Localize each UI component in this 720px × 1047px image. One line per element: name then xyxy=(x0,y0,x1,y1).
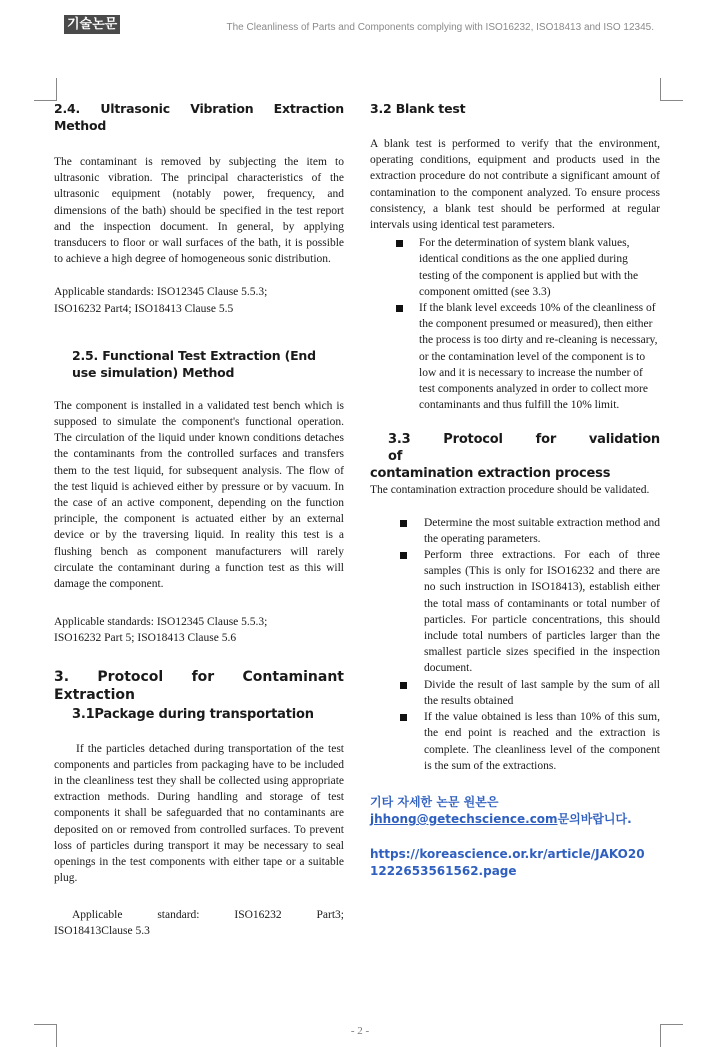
list-item: Determine the most suitable extraction method and the operating parameters. xyxy=(370,515,660,547)
section-2-5-body: The component is installed in a validated test bench which is supposed to simulate the component's functional operation. The circulation of the liquid under known conditions detaches the contaminants from the controlled surfaces and transfers them to the test liquid, for subsequent analysis. The flow of the test liquid is achieved either by pressure or by vacuum. In the case of an active component, depending on the function principle, the component is actuated either by an external device or by the traversing liquid. In reality this test is a flushing bench as component manufacturers will rarely circulate the contaminant during a function test as this will damage the component. xyxy=(54,399,344,591)
contact-email-link[interactable]: jhhong@getechscience.com xyxy=(370,811,558,826)
section-2-4-heading: 2.4. Ultrasonic Vibration Extraction Method xyxy=(54,101,344,133)
square-bullet-icon xyxy=(400,714,407,721)
section-2-5-heading: 2.5. Functional Test Extraction (End use simulation) Method xyxy=(72,347,316,380)
section-3-3-heading-line2: contamination extraction process xyxy=(370,466,611,482)
section-3-3-body: The contamination extraction procedure should be validated. xyxy=(370,484,650,497)
page-number: - 2 - xyxy=(350,1025,370,1037)
section-2-5-standards-line1: Applicable standards: ISO12345 Clause 5.5.3; xyxy=(54,616,268,629)
section-2-4-standards-line2: ISO16232 Part4; ISO18413 Clause 5.5 xyxy=(54,302,234,315)
article-link-line2[interactable]: 1222653561562.page xyxy=(370,863,517,878)
crop-mark-top-right xyxy=(660,78,683,101)
square-bullet-icon xyxy=(396,305,403,312)
section-2-5-standards-line2: ISO16232 Part 5; ISO18413 Clause 5.6 xyxy=(54,632,237,645)
list-item: Perform three extractions. For each of three samples (This is only for ISO16232 and there are no such instruction in ISO18413), establish either the total mass of contaminants or total number of particles. For particle concentrations, this should include total numbers of particles larger than the smallest particle sizes specified in the inspection document. xyxy=(370,547,660,677)
square-bullet-icon xyxy=(396,240,403,247)
section-3-1-body: If the particles detached during transportation of the test components and particles from packaging have to be included in the cleanliness test they shall be collected using appropriate extraction methods. During handling and storage of test components it shall be safeguarded that no contaminants are deposited on or removed from controlled surfaces. To prevent loss of particles during transport it may be necessary to seal openings in the test components with either tape or a suitable plug. xyxy=(54,742,344,885)
section-3-3-heading-line1: 3.3 Protocol for validation of xyxy=(388,432,660,465)
square-bullet-icon xyxy=(400,682,407,689)
square-bullet-icon xyxy=(400,552,407,559)
list-item: Divide the result of last sample by the sum of all the results obtained xyxy=(370,677,660,709)
section-3-heading: 3. Protocol for Contaminant Extraction xyxy=(54,668,344,703)
section-2-4-standards-line1: Applicable standards: ISO12345 Clause 5.5.3; xyxy=(54,286,268,299)
section-3-1-standard-line2: ISO18413Clause 5.3 xyxy=(54,924,150,937)
left-column xyxy=(54,100,344,939)
section-3-1-standard-line1: Applicable standard: ISO16232 Part3; xyxy=(72,908,344,921)
crop-mark-top-left xyxy=(34,78,57,101)
right-column xyxy=(370,100,660,880)
list-item: For the determination of system blank values, identical conditions as the one applied during testing of the component is applied but with the component omitted (see 3.3) xyxy=(370,235,660,300)
section-3-2-bullet-list xyxy=(370,235,660,413)
section-3-3-bullet-list xyxy=(370,515,660,774)
list-item: If the blank level exceeds 10% of the cleanliness of the component presumed or measured), then either the process is too dirty and re-cleaning is necessary, or the contamination level of the component is to low and it is necessary to increase the number of test components analyzed in order to collect more contaminants and thus fulfill the 10% limit. xyxy=(370,300,660,413)
contact-line: 기타 자세한 논문 원본은 xyxy=(370,794,499,809)
section-tag: 기술논문 xyxy=(64,15,120,34)
square-bullet-icon xyxy=(400,520,407,527)
list-item: If the value obtained is less than 10% of this sum, the end point is reached and the extraction is complete. The cleanliness level of the component is the sum of the extractions. xyxy=(370,709,660,774)
article-link-line1[interactable]: https://koreascience.or.kr/article/JAKO20 xyxy=(370,846,645,861)
running-header: The Cleanliness of Parts and Components complying with ISO16232, ISO18413 and ISO 12345. xyxy=(226,22,654,33)
contact-email-line: jhhong@getechscience.com문의바랍니다. xyxy=(370,811,632,826)
section-3-1-heading: 3.1Package during transportation xyxy=(72,706,314,722)
section-2-4-body: The contaminant is removed by subjecting the item to ultrasonic vibration. The principal characteristics of the ultrasonic equipment (notably power, frequency, and dimensions of the bath) should be specified in the test report and the inspection document. In general, by applying transducers to floor or wall surfaces of the bath, it is possible to achieve a high degree of homogeneous sonic distribution. xyxy=(54,156,344,266)
section-3-2-heading: 3.2 Blank test xyxy=(370,101,466,116)
section-3-2-body: A blank test is performed to verify that the environment, operating conditions, equipment and products used in the extraction procedure do not contribute a significant amount of contamination to the component analyzed. To ensure process consistency, a blank test should be performed at regular intervals using identical test parameters. xyxy=(370,138,660,232)
